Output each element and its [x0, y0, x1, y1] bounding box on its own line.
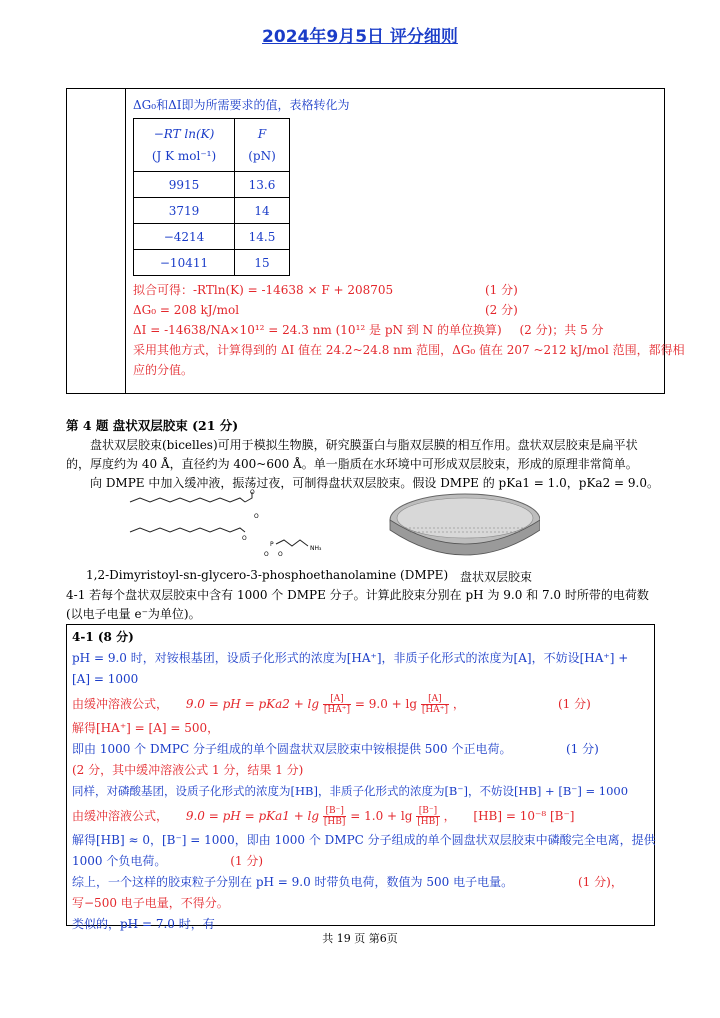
- svg-text:O: O: [250, 489, 255, 496]
- table-header-energy: −RT ln(K) (J K mol⁻¹): [134, 119, 235, 172]
- question-paragraph-1b: 的，厚度约为 40 Å，直径约为 400~600 Å。单一脂质在水环境中可形成双层胶束，形成的原理非常简单。: [66, 457, 638, 471]
- answer-line: (2 分，其中缓冲溶液公式 1 分，结果 1 分): [72, 763, 304, 777]
- data-table: [133, 118, 290, 276]
- buffer-equation-2: 由缓冲溶液公式， 9.0 = pH = pKa1 + lg $\frac{[B^-]}{[HB]}$ = 1.0 + lg $\frac{[B^-]}{[HB]}$ ， [HB] = 10⁻⁸ [B⁻]: [72, 806, 575, 827]
- ethanolamine-chain: [276, 540, 308, 546]
- answer-line: 解得[HB] ≈ 0，[B⁻] = 1000，即由 1000 个 DMPC 分子组成的单个圆盘状双层胶束中磷酸完全电离，提供: [72, 833, 656, 847]
- table-intro: ΔG₀和ΔI即为所需要求的值，表格转化为: [133, 98, 350, 112]
- table-row: −10411 15: [134, 250, 290, 276]
- answer-line: [A] = 1000: [72, 672, 139, 686]
- answer-line: 解得[HA⁺] = [A] = 500，: [72, 721, 220, 735]
- caption-dmpe: 1,2-Dimyristoyl-sn-glycero-3-phosphoethanolamine (DMPE): [86, 568, 449, 582]
- answer-line: 即由 1000 个 DMPC 分子组成的单个圆盘状双层胶束中铵根提供 500 个正电荷。 (1 分): [72, 742, 599, 756]
- di-result: ΔI = -14638/NA×10¹² = 24.3 nm (10¹² 是 pN 到 N 的单位换算) (2 分)；共 5 分: [133, 323, 604, 337]
- answer-line: 综上，一个这样的胶束粒子分别在 pH = 9.0 时带负电荷，数值为 500 电子电量。 (1 分)，: [72, 875, 623, 889]
- table-header-force: F (pN): [235, 119, 290, 172]
- bicelle-figure: [390, 494, 540, 555]
- subquestion-4-1b: (以电子电量 e⁻为单位)。: [66, 607, 201, 621]
- svg-text:O: O: [242, 535, 247, 542]
- fatty-chain-2: [130, 528, 245, 532]
- answer-4-1-box: [66, 624, 656, 931]
- page-footer: 共 19 页 第6页: [322, 932, 398, 945]
- amine-label: NH₃: [310, 545, 322, 552]
- answer-line: 写−500 电子电量，不得分。: [72, 896, 229, 910]
- page-title: 2024年9月5日 评分细则: [262, 27, 458, 47]
- question-paragraph-1: 盘状双层胶束(bicelles)可用于模拟生物膜，研究膜蛋白与脂双层膜的相互作用。盘状双层胶束是扁平状: [90, 438, 638, 452]
- buffer-equation-1: 由缓冲溶液公式， 9.0 = pH = pKa2 + lg $\frac{[A]}{[HA^+]}$ = 9.0 + lg $\frac{[A]}{[HA^+]}$ ， (1 分): [72, 694, 591, 715]
- answer-line: pH = 9.0 时，对铵根基团，设质子化形式的浓度为[HA⁺]，非质子化形式的浓度为[A]，不妨设[HA⁺] +: [72, 651, 629, 665]
- caption-bicelle: 盘状双层胶束: [460, 570, 533, 584]
- answer-line: 同样，对磷酸基团，设质子化形式的浓度为[HB]，非质子化形式的浓度为[B⁻]，不妨设[HB] + [B⁻] = 1000: [72, 784, 629, 798]
- answer-title: 4-1 (8 分): [72, 630, 134, 644]
- fit-result: 拟合可得：-RTln(K) = -14638 × F + 208705 (1 分): [133, 283, 518, 297]
- svg-text:P: P: [270, 541, 274, 548]
- fatty-chain-1: [130, 498, 245, 502]
- question-paragraph-2: 向 DMPE 中加入缓冲液，振荡过夜，可制得盘状双层胶束。假设 DMPE 的 pKa1 = 1.0，pKa2 = 9.0。: [90, 476, 659, 490]
- dmpe-structure-figure: [120, 488, 540, 568]
- subquestion-4-1: 4-1 若每个盘状双层胶束中含有 1000 个 DMPE 分子。计算此胶束分别在 pH 为 9.0 和 7.0 时所带的电荷数: [66, 588, 649, 602]
- g0-result: ΔG₀ = 208 kJ/mol (2 分): [133, 303, 518, 317]
- alternative-note-2: 应的分值。: [133, 363, 194, 377]
- column-divider: [125, 89, 126, 393]
- table-row: 3719 14: [134, 198, 290, 224]
- previous-answer-box: [66, 88, 685, 394]
- svg-text:O: O: [278, 551, 283, 558]
- svg-text:O: O: [254, 513, 259, 520]
- question-title: 第 4 题 盘状双层胶束 (21 分): [66, 418, 239, 433]
- alternative-note-1: 采用其他方式，计算得到的 ΔI 值在 24.2~24.8 nm 范围，ΔG₀ 值在 207 ~212 kJ/mol 范围，都得相: [133, 343, 685, 357]
- answer-line: 类似的，pH = 7.0 时，有: [72, 917, 215, 931]
- table-row: −4214 14.5: [134, 224, 290, 250]
- answer-line: 1000 个负电荷。 (1 分): [72, 854, 264, 868]
- table-row: 9915 13.6: [134, 172, 290, 198]
- svg-text:O: O: [264, 551, 269, 558]
